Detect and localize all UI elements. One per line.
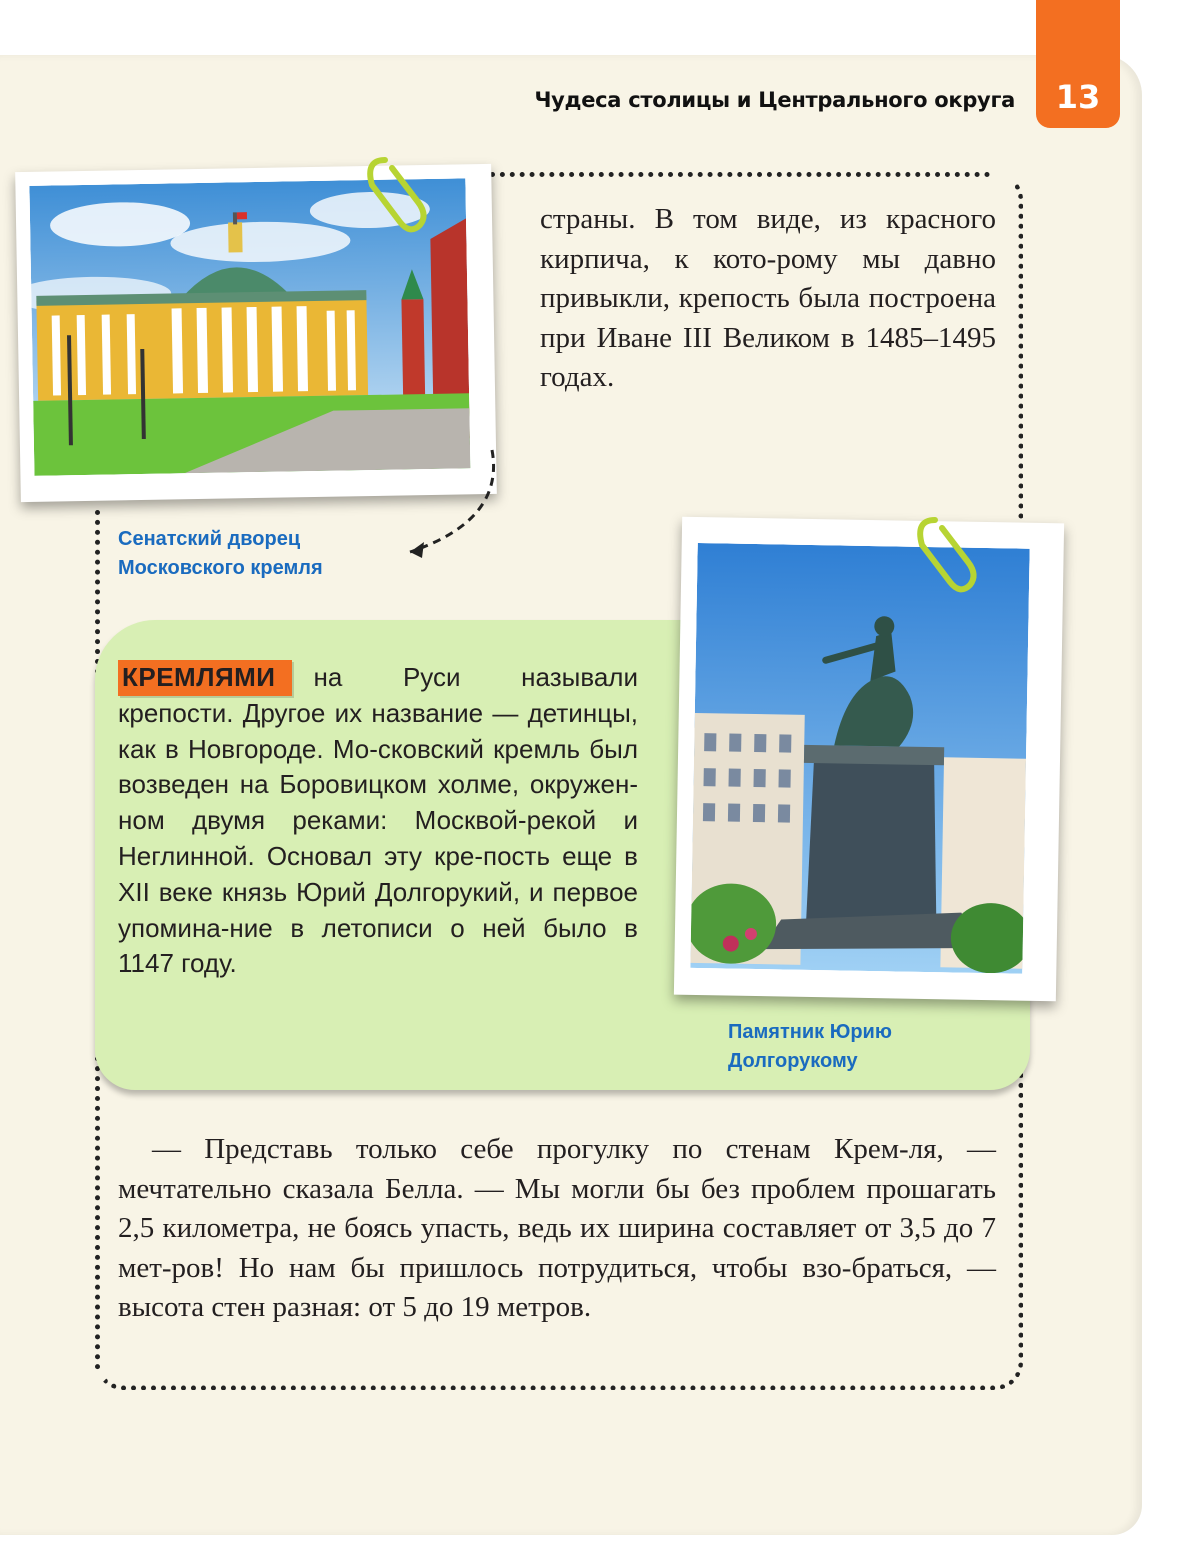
caption-line: Памятник Юрию: [728, 1021, 892, 1043]
dolgoruky-monument-caption: [728, 1018, 1028, 1076]
page-number: 13: [1055, 78, 1101, 116]
top-paragraph: страны. В том виде, из красного кирпича, к кото-рому мы давно привыкли, крепость была построена при Иване III Великом в 1485–1495 годах.: [540, 203, 996, 393]
paper-clip-icon: [920, 520, 973, 589]
bottom-paragraph: — Представь только себе прогулку по стенам Крем-ля, — мечтательно сказала Белла. — Мы могли бы без проблем прошагать 2,5 километра, не боясь упасть, ведь их ширина составляет от 3,5 до 7 мет-ров! Но нам бы пришлось потрудиться, чтобы взо-браться, — высота стен разная: от 5 до 19 метров.: [118, 1133, 996, 1323]
caption-line: Долгорукому: [728, 1050, 858, 1072]
running-title: Чудеса столицы и Центрального округа: [534, 88, 1015, 112]
keyword-highlight: КРЕМЛЯМИ: [118, 660, 292, 696]
caption-line: Московского кремля: [118, 557, 323, 579]
caption-line: Сенатский дворец: [118, 528, 301, 550]
info-box-body: на Руси называли крепости. Другое их название — детинцы, как в Новгороде. Мо-сковский кремль был возведен на Боровицком холме, окружен-ном двумя реками: Москвой-рекой и Неглинной. Основал эту кре-пость еще в XII веке князь Юрий Долгорукий, и первое упомина-ние в летописи о ней было в 1147 году.: [118, 662, 638, 979]
